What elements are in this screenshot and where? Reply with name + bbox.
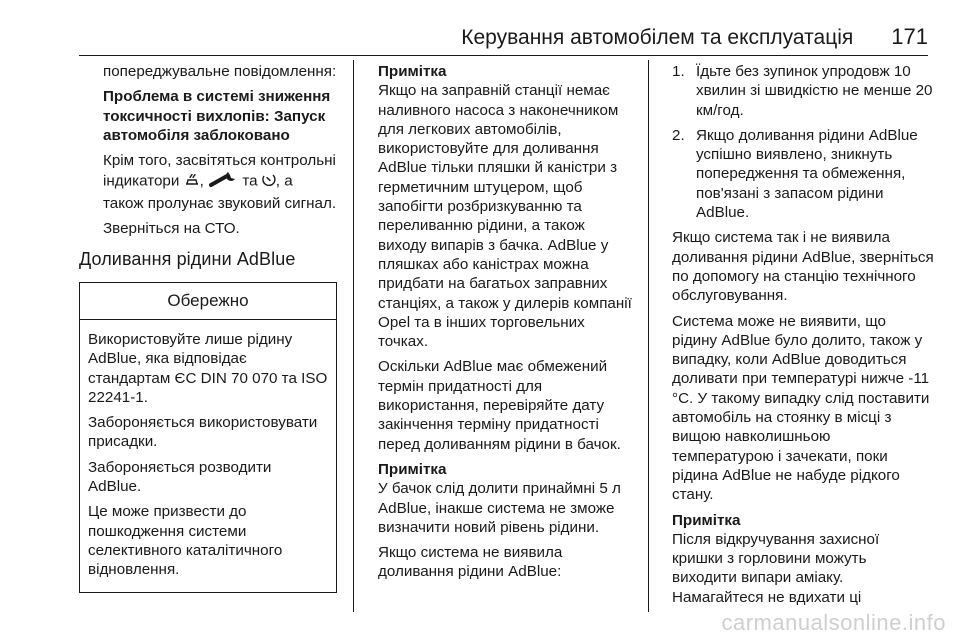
subheading: Проблема в системі зниження токсичності вихлопів: Запуск автомобіля заблоковано — [103, 88, 331, 144]
note-text: Якщо на заправній станції немає наливного насоса з наконечником для легкових автомобілів, використовуйте для доливання AdBlue тільки пляшки й каністри з герметичним штуцером, щоб запобігти розбризкуванню та переливанню рідини, а також виходу випарів з бачка. AdBlue у пляшках або каністрах можна придбати на багатьох заправних станціях, а також у дилерів компанії Opel та в інших торговельних точках. — [378, 82, 632, 351]
paragraph: Система може не виявити, що рідину AdBlue було долито, також у випадку, коли AdBlue доводиться доливати при температурі нижче -11 °C. У такому випадку слід поставити автомобіль на стоянку в місці з вищою навколишньою температурою і зачекати, поки рідина AdBlue не набуде рідкого стану. — [672, 312, 930, 504]
text-span: , — [199, 173, 204, 191]
numbered-list — [672, 62, 934, 222]
list-text: Якщо доливання рідини AdBlue успішно виявлено, зникнуть попередження та обмеження, пов'язані з запасом рідини AdBlue. — [696, 126, 918, 222]
warning-body — [80, 320, 336, 592]
paragraph: Забороняється розводити AdBlue. — [88, 458, 272, 496]
paragraph: Це може призвести до пошкодження системи селективного каталітичного відновлення. — [88, 503, 283, 579]
list-number: 2. — [672, 126, 685, 144]
column-divider — [648, 60, 649, 612]
text-span: , а також пролунає звуковий сигнал. — [103, 173, 337, 212]
note-text: У бачок слід долити принаймні 5 л AdBlue, інакше система не зможе визначити новий рівень рідини. — [378, 480, 621, 536]
page-header — [0, 24, 928, 54]
paragraph: Зверніться на СТО. — [103, 220, 240, 238]
page-number: 171 — [891, 24, 928, 49]
note-title: Примітка — [378, 63, 447, 80]
note-title: Примітка — [672, 511, 741, 529]
list-text: Їдьте без зупинок упродовж 10 хвилин зі швидкістю не менше 20 км/год. — [696, 63, 933, 119]
watermark: carmanualsonline.info — [721, 610, 946, 635]
warning-box — [79, 282, 337, 593]
section-title: Доливання рідини AdBlue — [79, 249, 296, 270]
note-text: Після відкручування захисної кришки з горловини можуть виходити випари аміаку. Намагайтеся не вдихати ці — [672, 530, 880, 606]
paragraph: Оскільки AdBlue має обмежений термін придатності для використання, перевіряйте дату закінчення терміну придатності перед доливанням рідини в бачок. — [378, 358, 621, 453]
paragraph: Використовуйте лише рідину AdBlue, яка відповідає стандартам ЄС DIN 70 070 та ISO 22241-1. — [88, 330, 328, 406]
page-title: Керування автомобілем та експлуатація — [461, 26, 854, 49]
text-span: Крім того, засвітяться контрольні індикатори — [103, 152, 336, 191]
paragraph: попереджувальне повідомлення: — [103, 63, 337, 80]
note-title: Примітка — [378, 460, 447, 478]
paragraph: Якщо система так і не виявила доливання рідини AdBlue, зверніться по допомогу на станцію технічного обслуговування. — [672, 229, 934, 305]
column-2 — [378, 62, 633, 588]
text-span: та — [242, 173, 258, 191]
paragraph: Якщо система не виявила доливання рідини AdBlue: — [378, 544, 563, 581]
emission-indicator-icon — [184, 171, 200, 192]
column-3 — [672, 62, 934, 613]
list-item — [672, 62, 934, 120]
paragraph: Забороняється використовувати присадки. — [88, 414, 318, 451]
header-rule — [79, 55, 928, 56]
warning-title: Обережно — [80, 283, 336, 320]
column-1 — [79, 62, 337, 593]
list-number: 1. — [672, 63, 685, 80]
list-item — [672, 126, 934, 222]
column-divider — [353, 60, 354, 612]
paragraph — [79, 151, 337, 213]
preheat-coil-icon — [262, 172, 276, 191]
wrench-icon — [208, 170, 238, 193]
